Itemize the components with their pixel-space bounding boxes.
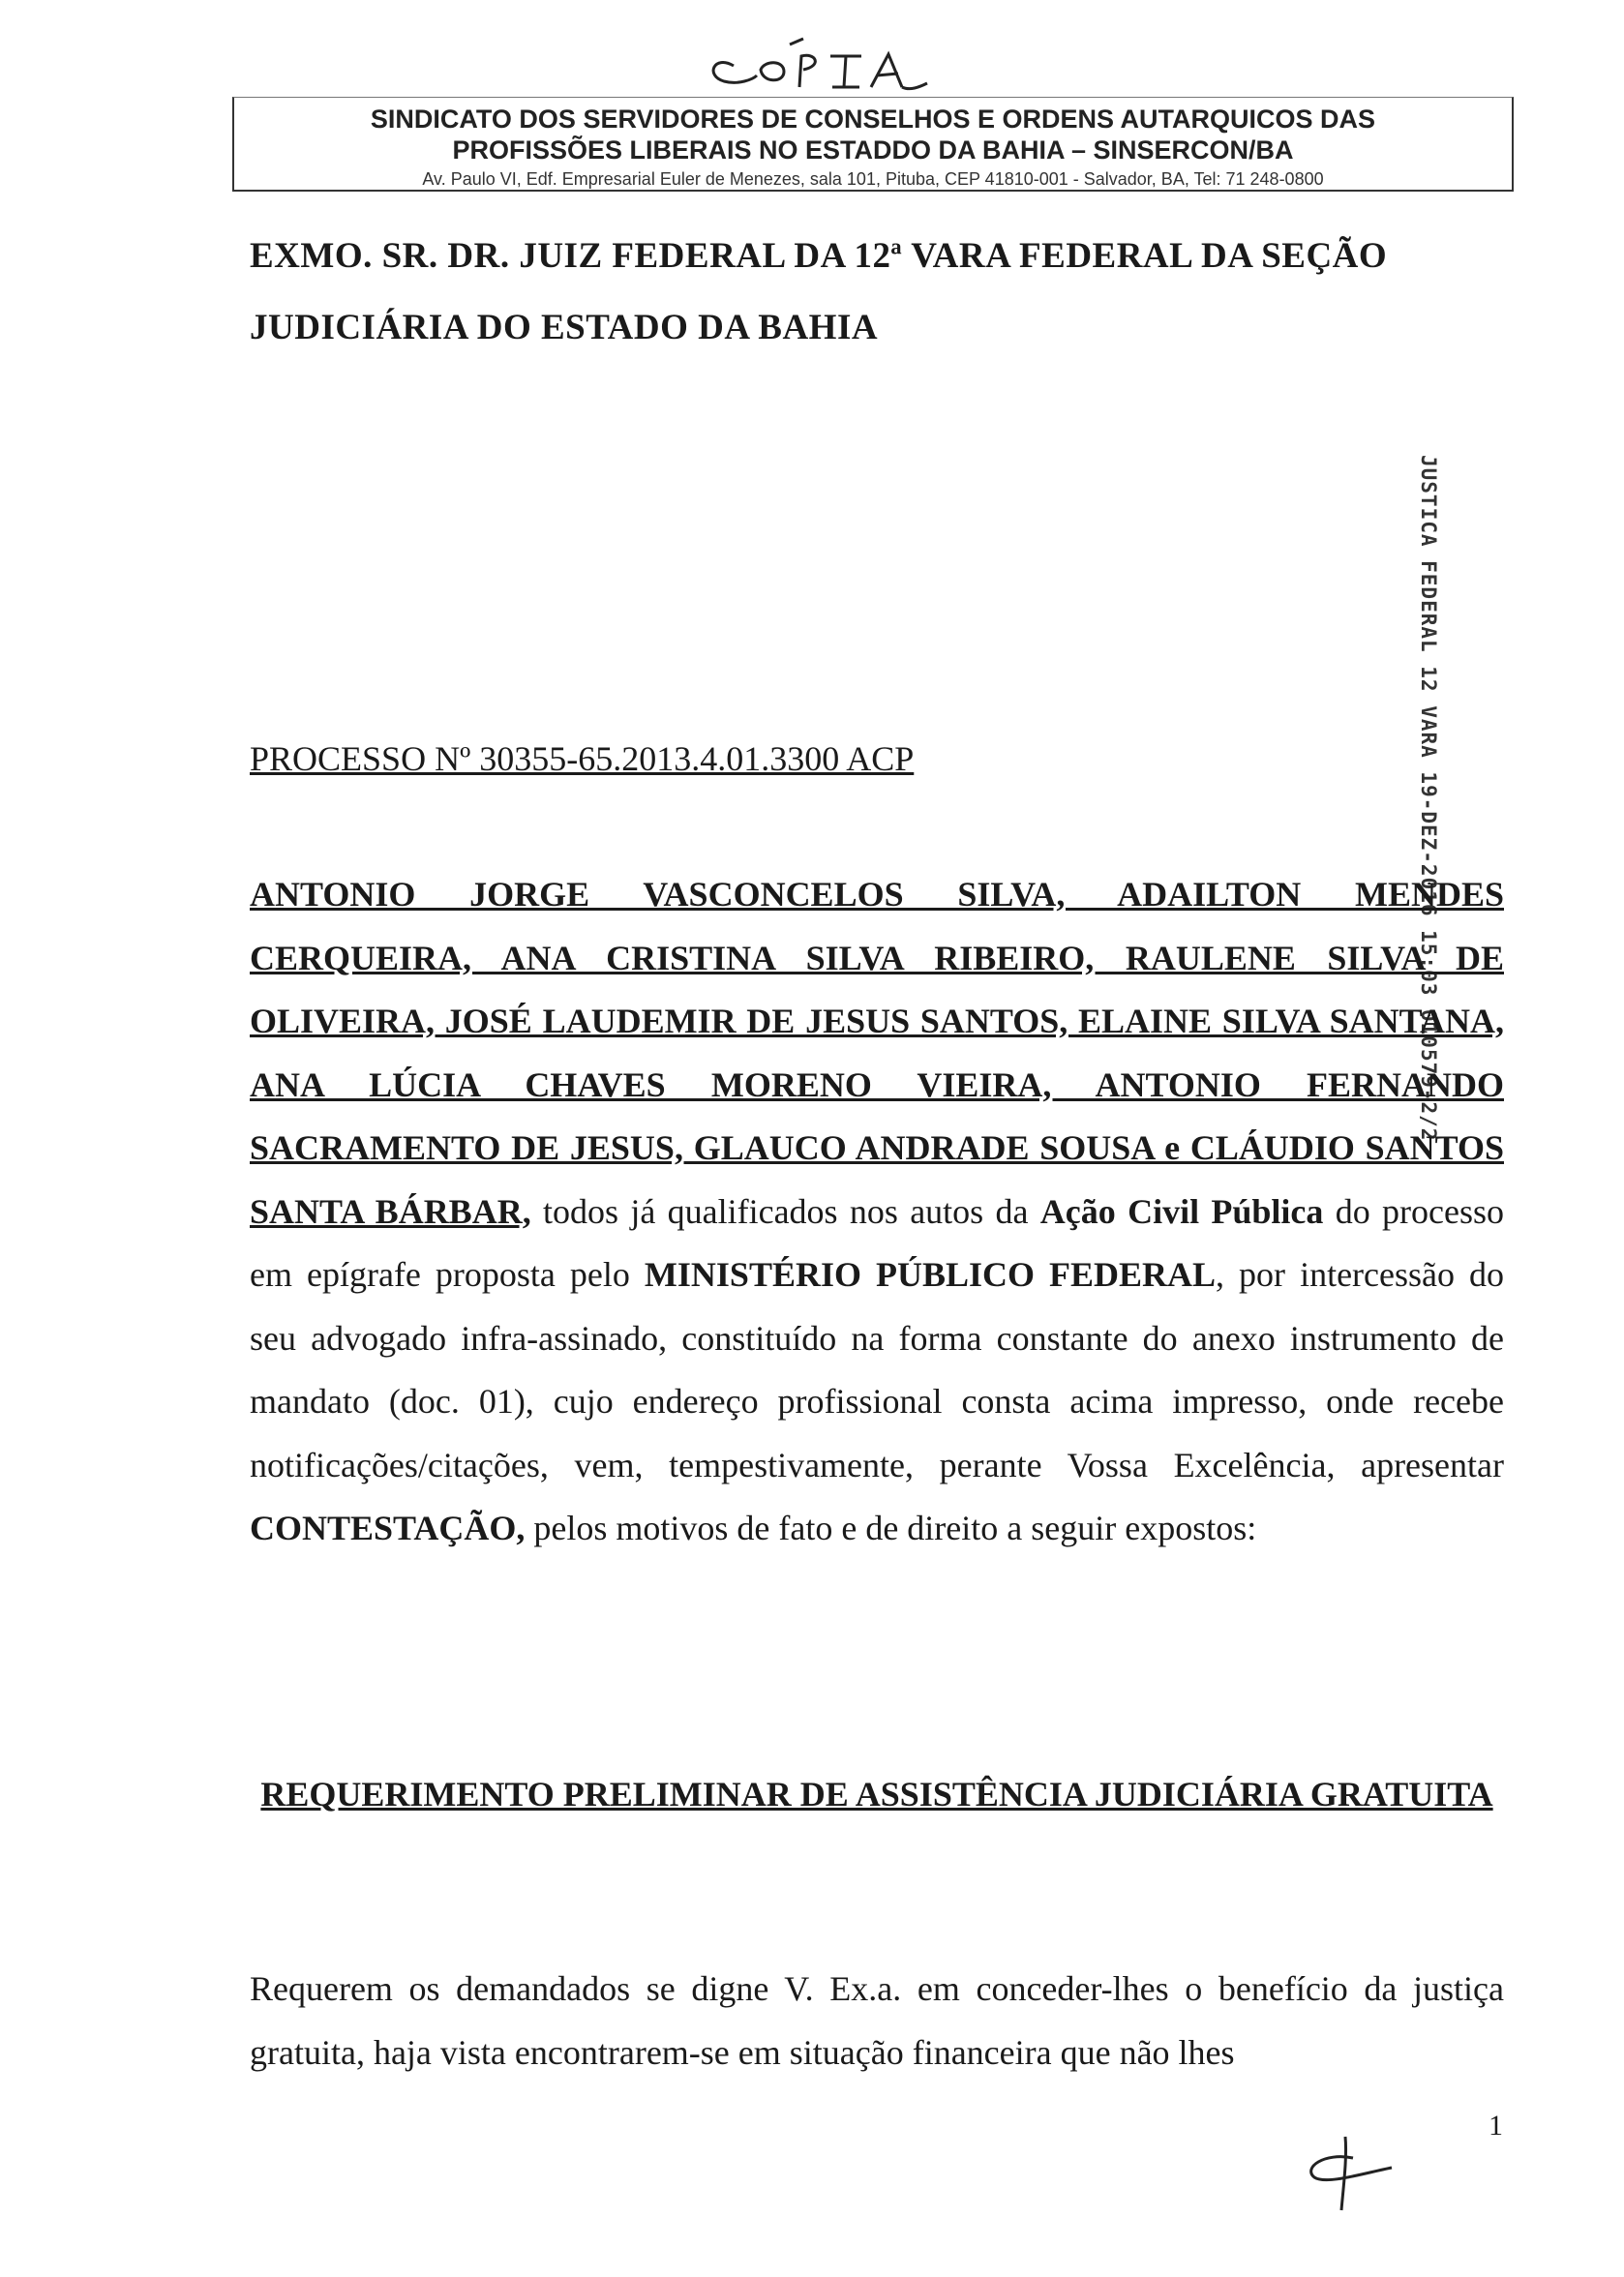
- body-text-3: , por intercessão do seu advogado infra-assinado, constituído na forma constante do anexo instrumento de mandato (doc. 01), cujo endereço profissional consta acima impresso, onde recebe notificações/citações, vem, tempestivamente, perante Vossa Excelência, apresentar: [250, 1255, 1505, 1484]
- court-receipt-stamp: JUSTICA FEDERAL 12 VARA 19-DEZ-2016 15:03 010579-2/2: [1417, 455, 1440, 1142]
- body-text-2: do processo em epígrafe proposta pelo: [250, 1191, 1505, 1294]
- page-number: 1: [1489, 2110, 1503, 2142]
- body-text-4: pelos motivos de fato e de direito a seguir expostos:: [525, 1509, 1257, 1547]
- handwritten-copia-mark: [695, 27, 947, 105]
- addressee: EXMO. SR. DR. JUIZ FEDERAL DA 12ª VARA FEDERAL DA SEÇÃO JUDICIÁRIA DO ESTADO DA BAHIA: [250, 236, 1388, 347]
- contestacao-word: CONTESTAÇÃO,: [250, 1509, 526, 1547]
- letterhead: [232, 97, 1514, 192]
- section-heading: REQUERIMENTO PRELIMINAR DE ASSISTÊNCIA JUDICIÁRIA GRATUITA: [260, 1775, 1493, 1813]
- letterhead-title-line1: SINDICATO DOS SERVIDORES DE CONSELHOS E ORDENS AUTARQUICOS DAS: [370, 105, 1376, 134]
- plaintiff-name: MINISTÉRIO PÚBLICO FEDERAL: [644, 1255, 1217, 1294]
- body-text-1: todos já qualificados nos autos da: [530, 1191, 1040, 1231]
- process-number: PROCESSO Nº 30355-65.2013.4.01.3300 ACP: [250, 739, 915, 778]
- letterhead-title-line2: PROFISSÕES LIBERAIS NO ESTADDO DA BAHIA – SINSERCON/BA: [452, 135, 1294, 165]
- request-paragraph: Requerem os demandados se digne V. Ex.a. em conceder-lhes o benefício da justiça gratuita, haja vista encontrarem-se em situação financeira que não lhes: [250, 1969, 1504, 2072]
- action-type: Ação Civil Pública: [1039, 1191, 1324, 1231]
- defendant-names: ANTONIO JORGE VASCONCELOS SILVA, ADAILTON MENDES CERQUEIRA, ANA CRISTINA SILVA RIBEIRO, RAULENE SILVA DE OLIVEIRA, JOSÉ LAUDEMIR DE JESUS SANTOS, ELAINE SILVA SANTANA, ANA LÚCIA CHAVES MORENO VIEIRA, ANTONIO FERNANDO SACRAMENTO DE JESUS, GLAUCO ANDRADE SOUSA e CLÁUDIO SANTOS SANTA BÁRBAR,: [250, 875, 1504, 1231]
- signature-rubric: [1295, 2129, 1401, 2216]
- letterhead-address: Av. Paulo VI, Edf. Empresarial Euler de Menezes, sala 101, Pituba, CEP 41810-001 - Salvador, BA, Tel: 71 248-0800: [422, 169, 1324, 189]
- petition-opening-paragraph: [250, 863, 1504, 1561]
